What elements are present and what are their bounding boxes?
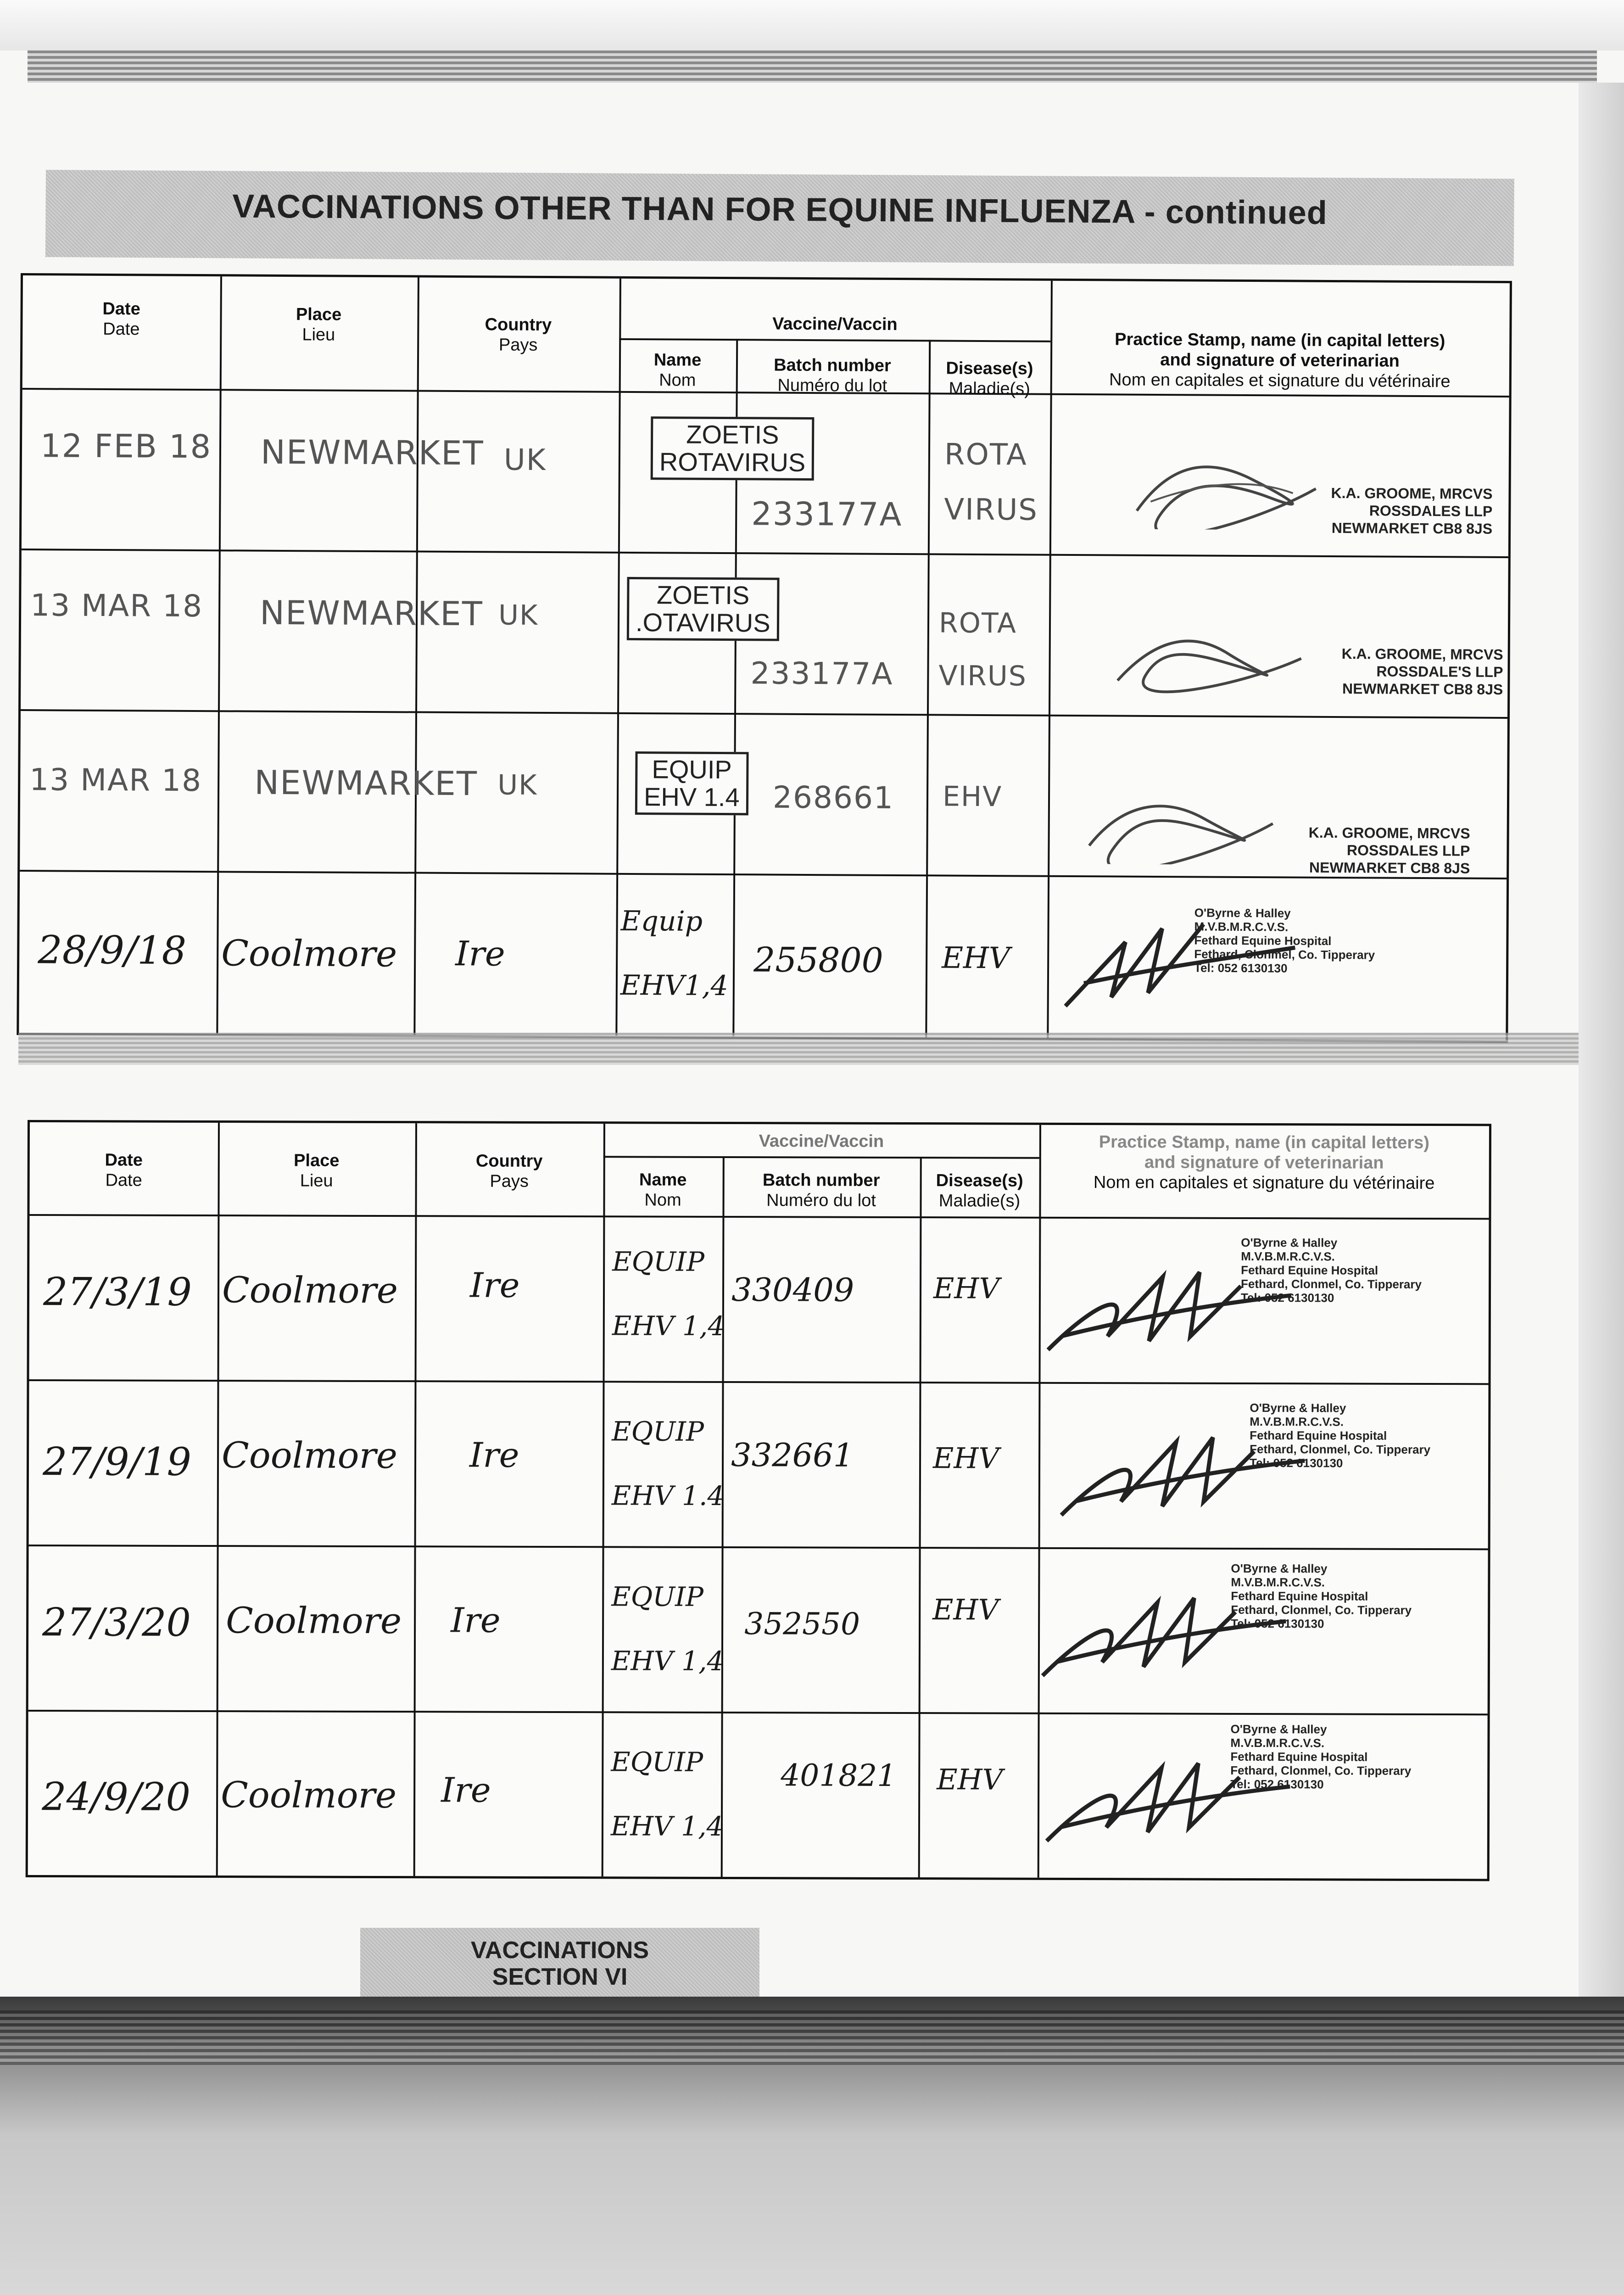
t2-row1-batch: 330409 — [731, 1271, 854, 1309]
t2-row4-place: Coolmore — [221, 1774, 397, 1817]
row4-place: Coolmore — [221, 933, 397, 975]
column-divider — [413, 1123, 417, 1876]
t2-row4-vet-stamp: O'Byrne & Halley M.V.B.M.R.C.V.S. Fethard Equine Hospital Fethard, Clonmel, Co. Tipperary Tel: 052 6130130 — [1230, 1722, 1412, 1791]
row2-batch: 233177A — [750, 655, 893, 692]
row1-country: UK — [503, 443, 547, 478]
scan-top-shadow — [0, 0, 1624, 50]
t2-row3-batch: 352550 — [744, 1606, 860, 1642]
t2-row3-country: Ire — [451, 1601, 501, 1640]
t2-row1-place: Coolmore — [222, 1270, 398, 1312]
t2-row1-date: 27/3/19 — [43, 1269, 192, 1315]
t2-row1-vet-stamp: O'Byrne & Halley M.V.B.M.R.C.V.S. Fethard Equine Hospital Fethard, Clonmel, Co. Tipperary Tel: 052 6130130 — [1240, 1235, 1422, 1305]
t2-row3-vet-stamp: O'Byrne & Halley M.V.B.M.R.C.V.S. Fethard Equine Hospital Fethard, Clonmel, Co. Tipperary Tel: 052 6130130 — [1231, 1561, 1412, 1631]
header-date: Date Date — [102, 299, 140, 339]
row-divider — [21, 709, 1507, 719]
binding-edge-top — [28, 50, 1597, 83]
t2-row4-country: Ire — [441, 1770, 491, 1810]
page-fold — [18, 1033, 1579, 1065]
t2-row2-vet-stamp: O'Byrne & Halley M.V.B.M.R.C.V.S. Fethard Equine Hospital Fethard, Clonmel, Co. Tipperary Tel: 052 6130130 — [1250, 1400, 1431, 1470]
row2-country: UK — [498, 599, 539, 632]
header-place: Place Lieu — [296, 305, 342, 345]
header-name: Name Nom — [639, 1170, 687, 1210]
t2-row4-batch: 401821 — [781, 1758, 897, 1793]
row3-vet-stamp: K.A. GROOME, MRCVS ROSSDALES LLP NEWMARKET CB8 8JS — [1308, 824, 1470, 877]
title-bar — [45, 170, 1514, 266]
row-divider — [29, 1545, 1488, 1550]
header-name: Name Nom — [653, 350, 702, 390]
row1-vaccine-name-stamp: ZOETIS ROTAVIRUS — [651, 416, 815, 481]
header-practice: Practice Stamp, name (in capital letters) and signature of veterinarian Nom en capitales et signature du vétérinaire — [1093, 1132, 1435, 1193]
t2-row2-disease: EHV — [932, 1441, 999, 1475]
t2-row2-batch: 332661 — [731, 1436, 854, 1474]
row2-vaccine-name-stamp: ZOETIS .OTAVIRUS — [627, 577, 779, 641]
row-divider — [28, 1710, 1488, 1715]
row2-date: 13 MAR 18 — [30, 588, 203, 624]
column-divider — [216, 1123, 220, 1875]
t2-row2-vaccine-name: EQUIP EHV 1.4 — [611, 1416, 725, 1511]
row3-batch: 268661 — [772, 779, 894, 816]
vaccination-table-1 — [17, 273, 1512, 1043]
header-country: Country Pays — [485, 315, 552, 355]
t2-row2-date: 27/9/19 — [42, 1439, 192, 1484]
page-right-edge — [1579, 83, 1624, 2001]
row1-date: 12 FEB 18 — [40, 427, 212, 466]
section-label: VACCINATIONS SECTION VI — [360, 1928, 759, 2001]
row2-disease: ROTA VIRUS — [938, 607, 1027, 693]
header-date: Date Date — [105, 1150, 143, 1190]
column-divider — [602, 1124, 605, 1876]
t2-row3-place: Coolmore — [226, 1600, 402, 1642]
t2-row2-place: Coolmore — [221, 1435, 398, 1477]
signature-icon — [1132, 447, 1325, 530]
row1-disease: ROTA VIRUS — [944, 437, 1038, 527]
row4-batch: 255800 — [753, 940, 883, 980]
signature-icon — [1084, 781, 1278, 865]
row1-place: NEWMARKET — [260, 432, 484, 473]
row1-vet-stamp: K.A. GROOME, MRCVS ROSSDALES LLP NEWMARKET CB8 8JS — [1331, 484, 1493, 537]
row2-place: NEWMARKET — [259, 593, 483, 633]
row1-batch: 233177A — [751, 495, 903, 534]
row4-vaccine-name: Equip EHV1,4 — [620, 905, 728, 1002]
row-divider — [20, 870, 1507, 879]
header-practice: Practice Stamp, name (in capital letters) and signature of veterinarian Nom en capitales et signature du vétérinaire — [1109, 330, 1451, 392]
row2-vet-stamp: K.A. GROOME, MRCVS ROSSDALE'S LLP NEWMARKET CB8 8JS — [1341, 645, 1503, 698]
header-batch: Batch number Numéro du lot — [774, 355, 891, 396]
header-country: Country Pays — [475, 1151, 543, 1191]
row-divider — [22, 549, 1508, 558]
t2-row2-country: Ire — [469, 1435, 519, 1475]
row3-place: NEWMARKET — [254, 763, 478, 803]
row-divider — [29, 1379, 1489, 1385]
t2-row3-disease: EHV — [932, 1593, 999, 1627]
header-place: Place Lieu — [294, 1151, 340, 1191]
row4-vet-stamp: O'Byrne & Halley M.V.B.M.R.C.V.S. Fethard Equine Hospital Fethard, Clonmel, Co. Tipperary Tel: 052 6130130 — [1194, 906, 1375, 975]
t2-row1-disease: EHV — [933, 1271, 1000, 1305]
header-disease: Disease(s) Maladie(s) — [946, 358, 1033, 399]
header-bottom-line — [29, 1214, 1489, 1220]
header-disease: Disease(s) Maladie(s) — [936, 1171, 1023, 1211]
t2-row4-disease: EHV — [937, 1763, 1003, 1797]
t2-row4-date: 24/9/20 — [42, 1774, 191, 1819]
t2-row3-vaccine-name: EQUIP EHV 1,4 — [611, 1581, 724, 1677]
binding-edge-bottom — [0, 2010, 1624, 2066]
row4-disease: EHV — [942, 941, 1010, 976]
t2-row1-country: Ire — [469, 1265, 520, 1305]
page-title: VACCINATIONS OTHER THAN FOR EQUINE INFLUENZA - continued — [232, 188, 1328, 232]
row3-disease: EHV — [942, 780, 1003, 813]
column-divider — [1038, 1125, 1041, 1878]
row4-country: Ire — [455, 934, 505, 974]
vaccination-table-2 — [26, 1120, 1491, 1881]
signature-icon — [1113, 611, 1306, 695]
header-vaccine: Vaccine/Vaccin — [772, 314, 898, 335]
row3-date: 13 MAR 18 — [29, 762, 202, 799]
t2-row3-date: 27/3/20 — [42, 1600, 191, 1645]
column-divider — [925, 340, 931, 1037]
vaccine-subheader-line — [619, 338, 1050, 342]
column-divider — [918, 1157, 922, 1877]
t2-row1-vaccine-name: EQUIP EHV 1,4 — [612, 1246, 725, 1342]
row4-date: 28/9/18 — [38, 927, 187, 973]
row3-country: UK — [497, 769, 538, 801]
row3-vaccine-name-stamp: EQUIP EHV 1.4 — [635, 751, 748, 815]
header-batch: Batch number Numéro du lot — [762, 1170, 880, 1210]
t2-row4-vaccine-name: EQUIP EHV 1,4 — [610, 1746, 724, 1842]
header-vaccine: Vaccine/Vaccin — [759, 1131, 884, 1151]
vaccine-subheader-line — [603, 1156, 1039, 1159]
